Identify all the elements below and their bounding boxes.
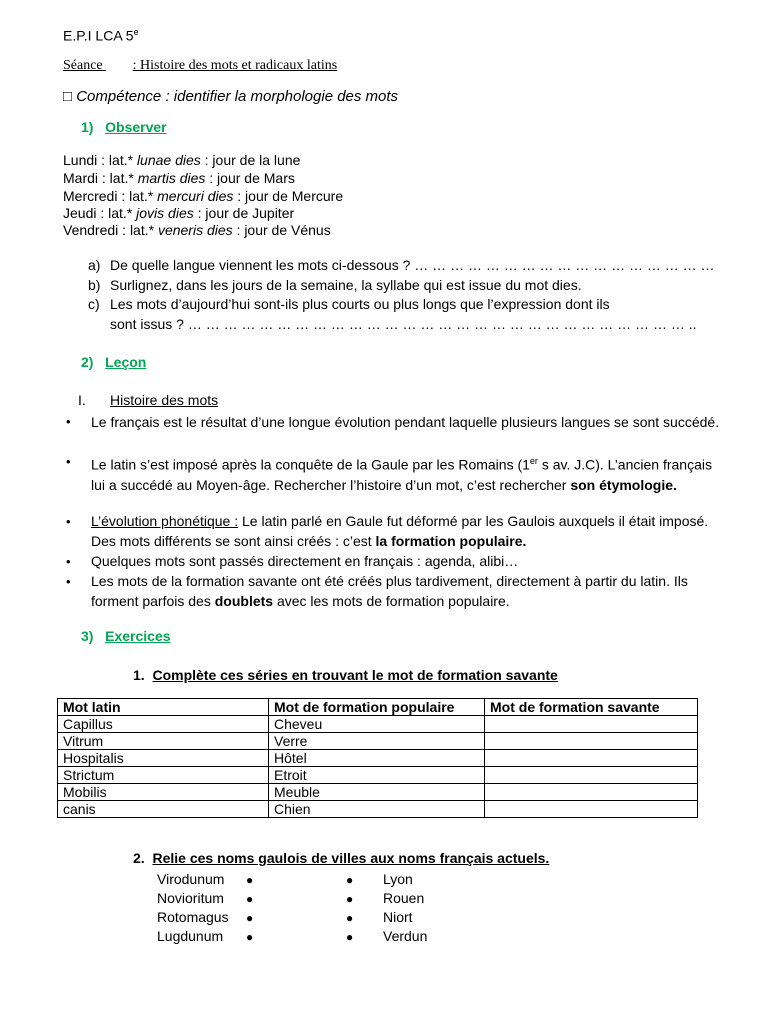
question-text: De quelle langue viennent les mots ci-dessous ? … … … … … … … … … … … … … … … … … xyxy=(110,257,715,273)
match-dot-left[interactable]: ● xyxy=(246,892,254,906)
bullet-icon: • xyxy=(66,514,71,529)
francais-word: Rouen xyxy=(383,890,425,906)
table-row xyxy=(58,784,698,801)
lecon-heading: 2) Leçon xyxy=(81,354,147,370)
francais-word: Verdun xyxy=(383,928,428,944)
class-title: E.P.I LCA 5e xyxy=(63,27,139,44)
day-line: Mercredi : lat.* mercuri dies : jour de Mercure xyxy=(63,188,344,204)
bullet-icon: • xyxy=(66,454,71,469)
column-header: Mot de formation populaire xyxy=(269,699,485,716)
lecon-bullet-3: L’évolution phonétique : Le latin parlé en Gaule fut déformé par les Gaulois auxquels il était imposé. Des mots différents se sont ainsi créés : c’est la formation populaire. xyxy=(91,513,709,549)
table-cell: Cheveu xyxy=(269,716,485,733)
seance-title: : Histoire des mots et radicaux latins xyxy=(132,58,338,73)
answer-cell[interactable] xyxy=(485,801,698,818)
table-cell: Capillus xyxy=(58,716,269,733)
lecon-bullet-1: Le français est le résultat d’une longue évolution pendant laquelle plusieurs langues se sont succédé. xyxy=(91,414,720,430)
bullet-icon: • xyxy=(66,574,71,589)
match-dot-left[interactable]: ● xyxy=(246,930,254,944)
question-text-cont: sont issus ? … … … … … … … … … … … … … … … … … … … … … … … … … … … … .. xyxy=(110,316,697,332)
match-dot-right[interactable]: ● xyxy=(346,911,354,925)
column-header: Mot latin xyxy=(58,699,269,716)
question-text: Surlignez, dans les jours de la semaine, la syllabe qui est issue du mot dies. xyxy=(110,277,582,293)
day-line: Vendredi : lat.* veneris dies : jour de Vénus xyxy=(63,222,331,238)
francais-word: Niort xyxy=(383,909,413,925)
bullet-icon: • xyxy=(66,554,71,569)
seance-label: Séance xyxy=(63,58,103,73)
exercices-heading: 3) Exercices xyxy=(81,628,171,644)
table-row xyxy=(58,750,698,767)
seance-line xyxy=(63,58,337,74)
day-line: Lundi : lat.* lunae dies : jour de la lune xyxy=(63,152,301,168)
table-cell: Hospitalis xyxy=(58,750,269,767)
answer-cell[interactable] xyxy=(485,733,698,750)
table-row xyxy=(58,716,698,733)
table-row xyxy=(58,767,698,784)
column-header: Mot de formation savante xyxy=(485,699,698,716)
answer-cell[interactable] xyxy=(485,767,698,784)
match-dot-right[interactable]: ● xyxy=(346,873,354,887)
table-row xyxy=(58,733,698,750)
days-list xyxy=(63,151,343,238)
section-number: I. xyxy=(78,392,86,408)
observer-heading: 1) Observer xyxy=(81,119,167,135)
table-header-row xyxy=(58,699,698,716)
table-cell: Hôtel xyxy=(269,750,485,767)
table-cell: Mobilis xyxy=(58,784,269,801)
table-row xyxy=(58,801,698,818)
lecon-bullet-4: Quelques mots sont passés directement en français : agenda, alibi… xyxy=(91,553,519,569)
table-cell: Strictum xyxy=(58,767,269,784)
answer-cell[interactable] xyxy=(485,716,698,733)
exercise-2-title: 2. Relie ces noms gaulois de villes aux noms français actuels. xyxy=(133,850,550,866)
competence: □ Compétence : identifier la morphologie des mots xyxy=(63,88,399,105)
match-dot-right[interactable]: ● xyxy=(346,892,354,906)
vocab-table xyxy=(57,698,698,818)
question-text: Les mots d’aujourd’hui sont-ils plus courts ou plus longs que l’expression dont ils xyxy=(110,296,610,312)
gaulois-word: Lugdunum xyxy=(157,928,224,944)
day-line: Jeudi : lat.* jovis dies : jour de Jupiter xyxy=(63,205,295,221)
lecon-bullet-2: Le latin s’est imposé après la conquête de la Gaule par les Romains (1er s av. J.C). L’ancien français lui a succédé au Moyen-âge. Rechercher l’histoire d’un mot, c’est rechercher son étymologie. xyxy=(91,456,712,493)
table-cell: Etroit xyxy=(269,767,485,784)
table-cell: Meuble xyxy=(269,784,485,801)
question-label: b) xyxy=(88,277,101,293)
question-label: c) xyxy=(88,296,100,312)
match-dot-left[interactable]: ● xyxy=(246,873,254,887)
exercise-1-title: 1. Complète ces séries en trouvant le mot de formation savante xyxy=(133,667,558,683)
question-label: a) xyxy=(88,257,101,273)
match-dot-left[interactable]: ● xyxy=(246,911,254,925)
gaulois-word: Novioritum xyxy=(157,890,224,906)
gaulois-word: Rotomagus xyxy=(157,909,229,925)
lecon-bullet-5: Les mots de la formation savante ont été créés plus tardivement, directement à partir du latin. Ils forment parfois des doublets avec les mots de formation populaire. xyxy=(91,573,688,609)
table-cell: Chien xyxy=(269,801,485,818)
table-cell: Vitrum xyxy=(58,733,269,750)
day-line: Mardi : lat.* martis dies : jour de Mars xyxy=(63,170,295,186)
section-title: Histoire des mots xyxy=(110,392,219,408)
gaulois-word: Virodunum xyxy=(157,871,225,887)
bullet-icon: • xyxy=(66,414,71,429)
table-cell: Verre xyxy=(269,733,485,750)
match-dot-right[interactable]: ● xyxy=(346,930,354,944)
answer-cell[interactable] xyxy=(485,784,698,801)
francais-word: Lyon xyxy=(383,871,413,887)
table-cell: canis xyxy=(58,801,269,818)
answer-cell[interactable] xyxy=(485,750,698,767)
